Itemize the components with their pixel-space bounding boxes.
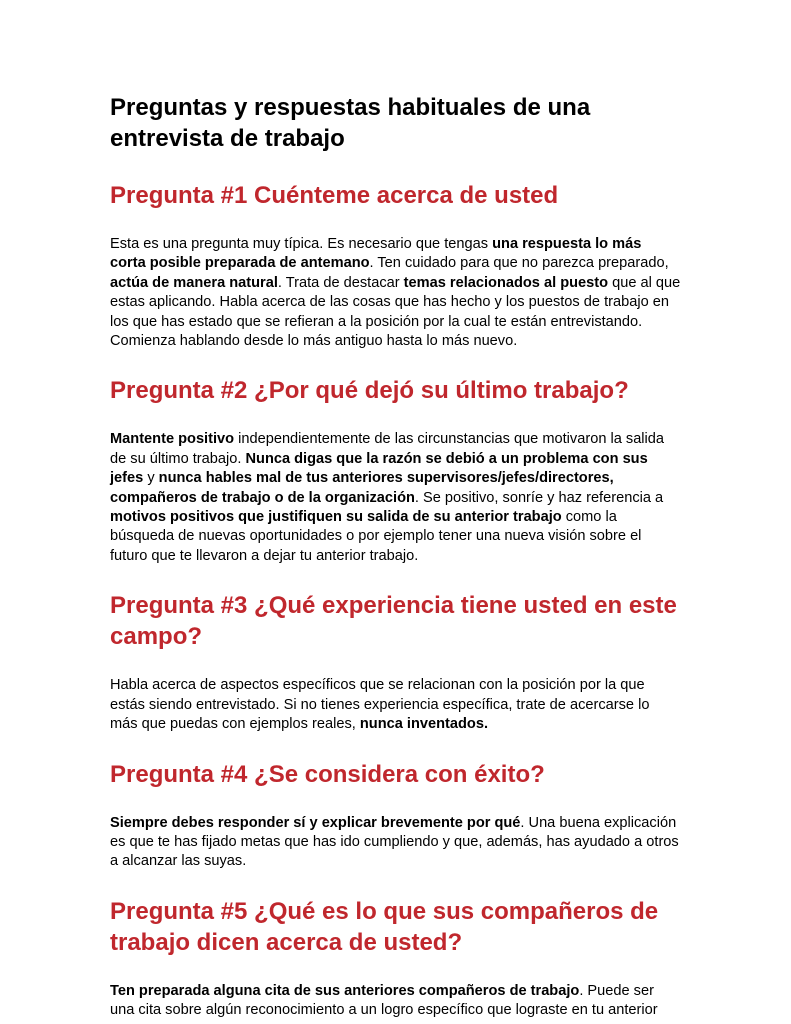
bold-text: nunca hables mal de tus anteriores supervisores/jefes/directores, compañeros de trabajo o de la organización	[110, 470, 614, 506]
body-text: Habla acerca de aspectos específicos que se relacionan con la posición por la que estás siendo entrevistado. Si no tienes experiencia específica, trate de acercarse lo más que puedas con ejemplos reales,	[110, 677, 650, 733]
bold-text: nunca inventados.	[359, 716, 488, 733]
bold-text: temas relacionados al puesto	[403, 274, 609, 291]
section-paragraph	[110, 814, 681, 872]
section-heading: Pregunta #1 Cuénteme acerca de usted	[110, 182, 559, 209]
body-text: . Una buena explicación es que te has fijado metas que has ido cumpliendo y que, además, has ayudado a otros a alcanzar las suyas.	[110, 814, 679, 870]
section-paragraph	[110, 982, 681, 1021]
body-text: como la búsqueda de nuevas oportunidades o por ejemplo tener una nueva visión sobre el futuro que te llevaron a dejar tu anterior trabajo.	[110, 509, 642, 564]
body-text: y	[143, 470, 159, 487]
section-paragraph	[110, 430, 681, 566]
section-heading: Pregunta #2 ¿Por qué dejó su último trabajo?	[110, 377, 629, 405]
body-text: independientemente de las circunstancias que motivaron la salida de su último trabajo.	[110, 431, 665, 467]
section-paragraph	[110, 235, 681, 351]
sections-container	[110, 180, 681, 1021]
body-text: . Ten cuidado para que no parezca preparado,	[369, 255, 669, 272]
section-heading: Pregunta #4 ¿Se considera con éxito?	[110, 760, 545, 788]
bold-text: Ten preparada alguna cita de sus anteriores compañeros de trabajo	[110, 982, 580, 999]
section-heading: Pregunta #5 ¿Qué es lo que sus compañeros de trabajo dicen acerca de usted?	[110, 897, 659, 956]
bold-text: actúa de manera natural	[110, 274, 278, 291]
body-text: . Se positivo, sonríe y haz referencia a	[414, 489, 664, 506]
bold-text: Nunca digas que la razón se debió a un problema con sus jefes	[110, 450, 648, 487]
bold-text: una respuesta lo más corta posible preparada de antemano	[110, 236, 642, 272]
body-text: . Trata de destacar	[277, 274, 404, 291]
document-title: Preguntas y respuestas habituales de una entrevista de trabajo	[110, 94, 591, 152]
body-text: . Puede ser una cita sobre algún reconocimiento a un logro específico que lograste en tu anterior	[110, 982, 658, 1019]
body-text: Esta es una pregunta muy típica. Es necesario que tengas	[110, 236, 493, 252]
section-heading: Pregunta #3 ¿Qué experiencia tiene usted en este campo?	[110, 592, 677, 651]
section-paragraph	[110, 676, 681, 734]
bold-text: Mantente positivo	[110, 431, 235, 448]
body-text: que al que estas aplicando. Habla acerca de las cosas que has hecho y los puestos de trabajo en los que has estado que se refieran a la posición por la cual te están entrevistando. Comienza hablando desde lo más antiguo hasta lo más nuevo.	[110, 274, 681, 350]
bold-text: motivos positivos que justifiquen su salida de su anterior trabajo	[110, 509, 562, 526]
bold-text: Siempre debes responder sí y explicar brevemente por qué	[110, 814, 521, 831]
